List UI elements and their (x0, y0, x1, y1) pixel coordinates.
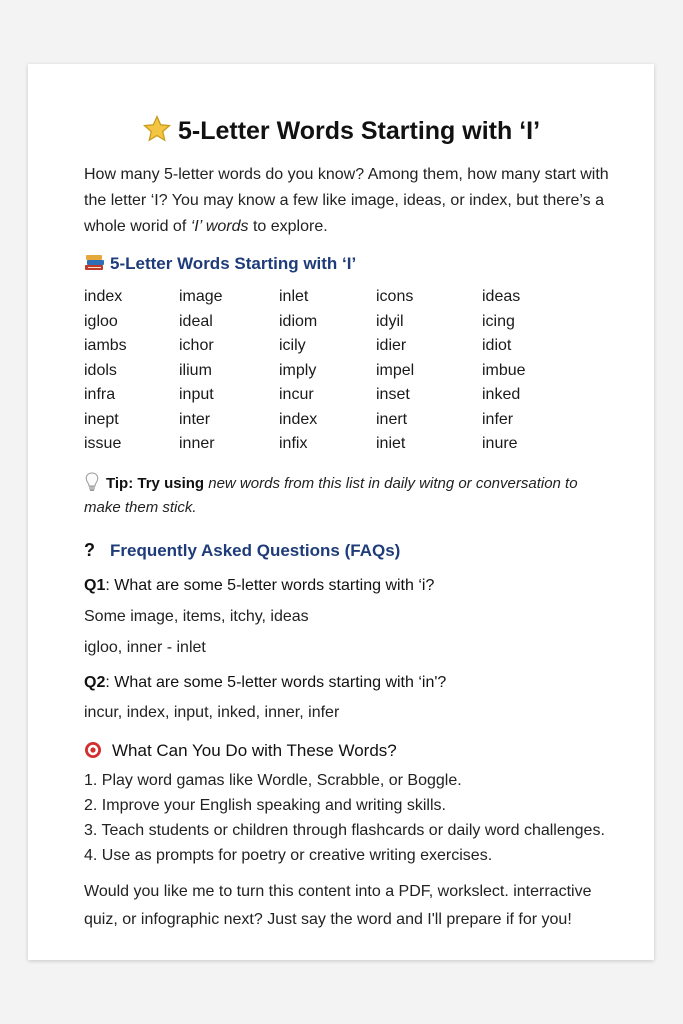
word-item: icing (482, 312, 515, 330)
faq-q2-label: Q2 (84, 674, 106, 691)
faq-q1-label: Q1 (84, 577, 106, 594)
word-item: issue (84, 435, 122, 452)
word-item: index (279, 410, 318, 428)
word-item: ilium (179, 361, 212, 379)
word-item: inset (376, 386, 410, 403)
word-item: imply (279, 361, 317, 379)
tip-label: Tip: Try using (106, 475, 205, 492)
word-item: infer (482, 410, 514, 428)
word-item: image (179, 288, 223, 305)
faq-a2: incur, index, input, inked, inner, infer (84, 704, 340, 721)
word-item: iambs (84, 337, 127, 354)
faq-q2-text: : What are some 5-letter words starting with ‘in'? (105, 674, 447, 691)
word-item: icily (279, 337, 306, 354)
faq-heading-text: Frequently Asked Questions (FAQs) (110, 541, 401, 560)
word-item: index (84, 288, 123, 305)
intro-text: How many 5-letter words do you know? Among them, how many start with the letter ‘I? You may know a few like image, ideas, or index, but there’s a whole worid of (84, 166, 609, 235)
word-item: icons (376, 288, 414, 305)
word-item: inert (376, 410, 408, 428)
star-icon (142, 114, 172, 144)
document-card (28, 64, 654, 960)
faq-q1-text: : What are some 5-letter words starting with ‘i? (105, 577, 435, 594)
word-item: imbue (482, 361, 526, 379)
word-item: input (179, 386, 214, 403)
page-title (28, 114, 654, 146)
word-item: iniet (376, 435, 406, 452)
word-item: ichor (179, 337, 214, 354)
lightbulb-icon (84, 472, 100, 492)
tip-box (84, 472, 604, 520)
faq-a1-line1: Some image, items, itchy, ideas (84, 608, 309, 625)
word-item: inner (179, 435, 215, 452)
question-mark-icon: ? (84, 540, 95, 560)
word-item: inure (482, 435, 518, 452)
uses-item-2: 2. Improve your English speaking and writing skills. (84, 797, 446, 814)
word-item: incur (279, 386, 314, 403)
tip-text: new words from this list in daily witng or conversation to make them stick. (84, 475, 578, 516)
uses-item-3: 3. Teach students or children through flashcards or daily word challenges. (84, 822, 605, 839)
word-item: idyil (376, 312, 404, 330)
uses-item-1: 1. Play word gamas like Wordle, Scrabble, or Boggle. (84, 772, 462, 789)
word-item: idiom (279, 312, 318, 330)
intro-italic: ‘I’ words (190, 218, 249, 235)
title-text: 5-Letter Words Starting with ‘I’ (177, 117, 541, 145)
intro-text-end: to explore. (248, 218, 328, 235)
faq-heading (84, 540, 400, 561)
faq-a1-line2: igloo, inner - inlet (84, 639, 206, 656)
word-item: infix (279, 435, 308, 452)
word-item: ideal (179, 312, 213, 330)
books-icon (84, 254, 106, 272)
uses-item-4: 4. Use as prompts for poetry or creative writing exercises. (84, 847, 493, 864)
word-item: idols (84, 361, 117, 379)
word-item: inlet (279, 288, 309, 305)
faq-q1 (84, 577, 434, 595)
faq-q2 (84, 674, 446, 692)
word-item: ideas (482, 288, 521, 305)
word-item: inept (84, 410, 119, 428)
uses-heading-text: What Can You Do with These Words? (112, 741, 397, 760)
word-list-heading-text: 5-Letter Words Starting with ‘I’ (110, 254, 357, 273)
word-item: idiot (482, 337, 512, 354)
word-item: igloo (84, 312, 118, 330)
word-item: idier (376, 337, 407, 354)
closing-paragraph: Would you like me to turn this content into a PDF, workslect. interractive quiz, or infographic next? Just say the word and I'll prepare if for you! (84, 883, 592, 928)
target-icon (84, 741, 102, 759)
word-item: inter (179, 410, 211, 428)
word-item: inked (482, 386, 521, 403)
intro-paragraph (84, 162, 614, 240)
word-item: infra (84, 386, 116, 403)
word-item: impel (376, 361, 415, 379)
word-list-heading (84, 254, 356, 274)
uses-heading (84, 741, 397, 761)
